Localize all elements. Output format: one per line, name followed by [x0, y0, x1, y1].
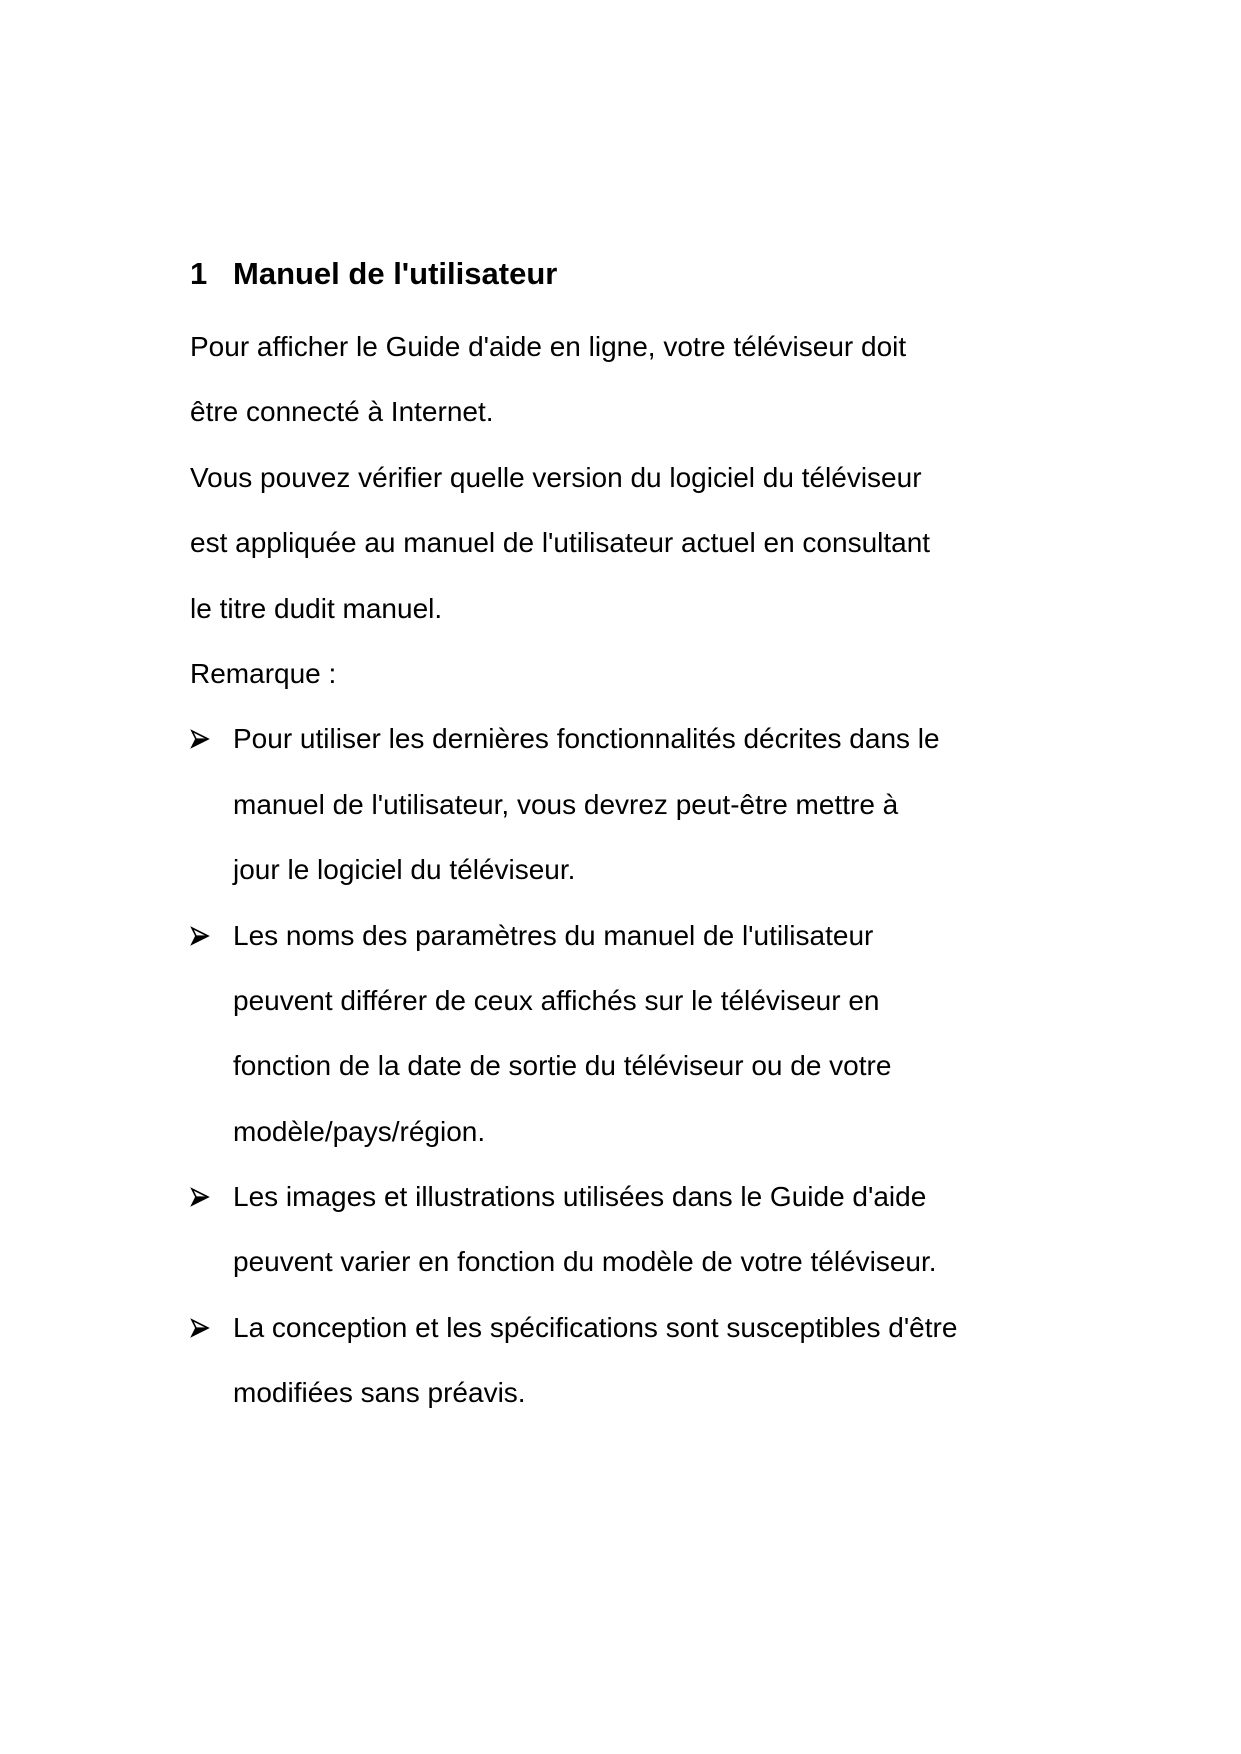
list-item-line: peuvent varier en fonction du modèle de votre téléviseur. — [233, 1246, 937, 1278]
list-item — [190, 706, 1190, 902]
list-item-line: modifiées sans préavis. — [233, 1377, 526, 1409]
note-label: Remarque : — [190, 657, 337, 689]
list-item-line: fonction de la date de sortie du téléviseur ou de votre — [233, 1050, 892, 1082]
note-bullet-list — [190, 706, 1190, 1425]
list-item-line: Les noms des paramètres du manuel de l'utilisateur — [233, 919, 874, 951]
arrowhead-bullet-icon — [190, 1187, 210, 1207]
arrowhead-bullet-icon — [190, 926, 210, 946]
paragraph-software-version — [190, 445, 1190, 641]
list-item-line: modèle/pays/région. — [233, 1115, 486, 1147]
section-heading — [190, 254, 1190, 294]
list-item-line: La conception et les spécifications sont susceptibles d'être — [233, 1311, 958, 1343]
list-item-line: Pour utiliser les dernières fonctionnalités décrites dans le — [233, 723, 940, 755]
paragraph-online-guide — [190, 314, 1190, 445]
paragraph-line: le titre dudit manuel. — [190, 592, 443, 624]
page-content — [190, 254, 1190, 1426]
section-number: 1 — [190, 256, 208, 291]
arrowhead-bullet-icon — [190, 1318, 210, 1338]
list-item — [190, 1164, 1190, 1295]
list-item — [190, 903, 1190, 1165]
list-item-line: manuel de l'utilisateur, vous devrez peut-être mettre à — [233, 788, 899, 820]
paragraph-line: est appliquée au manuel de l'utilisateur actuel en consultant — [190, 527, 931, 559]
arrowhead-bullet-icon — [190, 729, 210, 749]
list-item-line: jour le logiciel du téléviseur. — [233, 854, 576, 886]
list-item-line: Les images et illustrations utilisées dans le Guide d'aide — [233, 1181, 927, 1213]
paragraph-line: Vous pouvez vérifier quelle version du logiciel du téléviseur — [190, 461, 922, 493]
paragraph-line: Pour afficher le Guide d'aide en ligne, votre téléviseur doit — [190, 331, 907, 362]
list-item — [190, 1295, 1190, 1426]
section-title: Manuel de l'utilisateur — [233, 256, 558, 291]
paragraph-line: être connecté à Internet. — [190, 396, 494, 428]
list-item-line: peuvent différer de ceux affichés sur le téléviseur en — [233, 984, 880, 1016]
